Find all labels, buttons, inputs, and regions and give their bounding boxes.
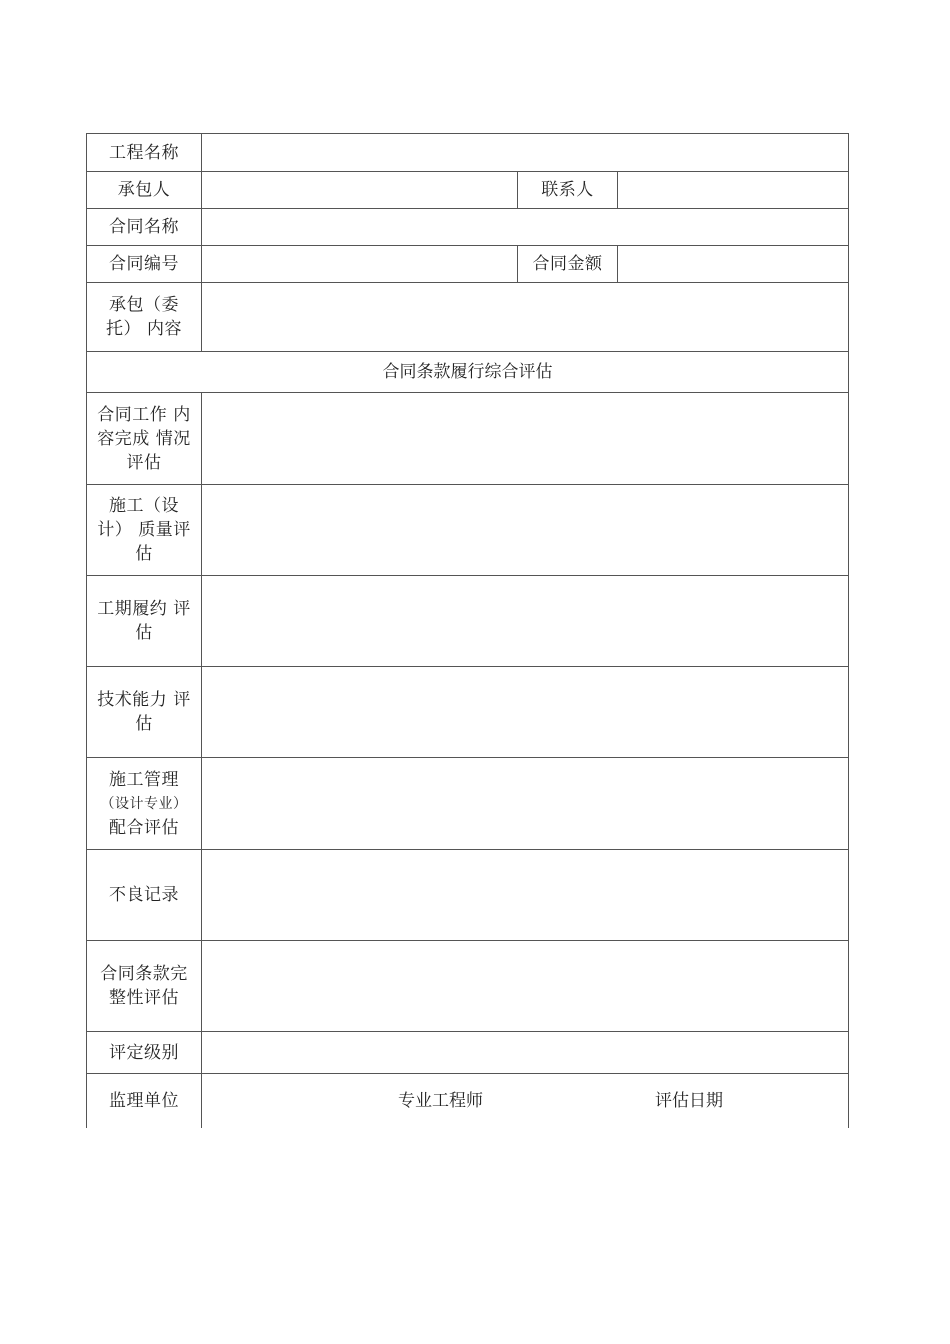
scope-label-line2: 托） 内容 [106,319,182,339]
quality-line3: 估 [135,544,153,564]
row-management [87,758,849,850]
row-bad-record [87,850,849,941]
technical-field[interactable] [202,667,849,758]
work-completion-line3: 评估 [126,452,162,473]
row-schedule [87,576,849,667]
row-section-title [87,352,849,393]
contact-person-field[interactable] [618,172,849,209]
work-completion-field[interactable] [202,393,849,485]
row-quality [87,485,849,576]
management-label [87,758,202,850]
evaluation-date-label: 评估日期 [655,1090,723,1111]
quality-line2: 计） 质量评 [97,520,191,540]
technical-label [87,667,202,758]
engineer-label: 专业工程师 [398,1090,483,1111]
row-contract-no [87,246,849,283]
row-clause-integrity [87,941,849,1032]
contract-no-field[interactable] [202,246,518,283]
management-field[interactable] [202,758,849,850]
contact-person-label: 联系人 [518,172,618,209]
clause-integrity-line1: 合同条款完 [100,964,188,984]
contractor-field[interactable] [202,172,518,209]
row-technical [87,667,849,758]
contract-amount-label: 合同金额 [518,246,618,283]
scope-field[interactable] [202,283,849,352]
project-name-field[interactable] [202,134,849,172]
row-project-name [87,134,849,172]
contractor-label: 承包人 [87,172,202,209]
row-contract-name [87,209,849,246]
contract-evaluation-form [86,133,849,1128]
work-completion-line2: 容完成 情况 [97,428,191,449]
quality-label [87,485,202,576]
clause-integrity-field[interactable] [202,941,849,1032]
row-contractor [87,172,849,209]
clause-integrity-label [87,941,202,1032]
project-name-label: 工程名称 [87,134,202,172]
schedule-field[interactable] [202,576,849,667]
management-line2: （设计专业） [100,795,188,812]
rating-label: 评定级别 [87,1032,202,1074]
quality-field[interactable] [202,485,849,576]
supervisor-label: 监理单位 [87,1074,202,1128]
clause-integrity-line2: 整性评估 [109,988,179,1008]
schedule-label [87,576,202,667]
management-line1: 施工管理 [109,769,179,790]
bad-record-field[interactable] [202,850,849,941]
schedule-line2: 估 [135,623,153,643]
technical-line1: 技术能力 评 [97,690,191,710]
schedule-line1: 工期履约 评 [97,599,191,619]
work-completion-line1: 合同工作 内 [97,404,191,425]
work-completion-label [87,393,202,485]
quality-line1: 施工（设 [109,496,179,516]
contract-name-label: 合同名称 [87,209,202,246]
row-scope [87,283,849,352]
signature-field[interactable] [202,1074,849,1128]
bad-record-label: 不良记录 [87,850,202,941]
technical-line2: 估 [135,714,153,734]
scope-label-line1: 承包（委 [109,295,179,315]
contract-amount-field[interactable] [618,246,849,283]
rating-field[interactable] [202,1032,849,1074]
row-signature [87,1074,849,1128]
contract-name-field[interactable] [202,209,849,246]
row-rating [87,1032,849,1074]
section-title: 合同条款履行综合评估 [87,352,849,393]
contract-no-label: 合同编号 [87,246,202,283]
scope-label [87,283,202,352]
row-work-completion [87,393,849,485]
management-line3: 配合评估 [109,817,179,838]
